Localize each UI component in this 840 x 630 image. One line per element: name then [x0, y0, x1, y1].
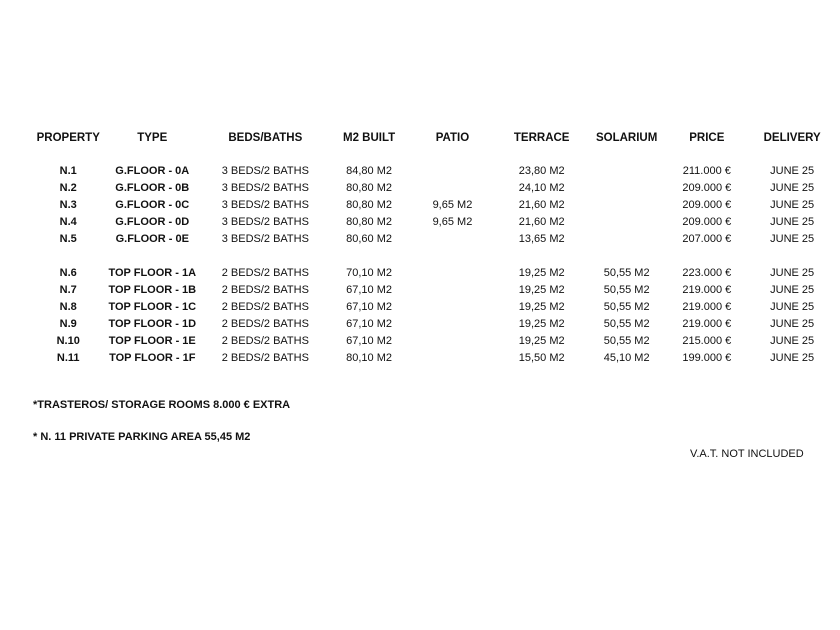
cell-type: TOP FLOOR - 1F	[109, 351, 196, 364]
cell-beds-baths: 2 BEDS/2 BATHS	[221, 266, 309, 279]
cell-patio: 9,65 M2	[432, 198, 473, 211]
cell-delivery: JUNE 25	[770, 266, 815, 279]
cell-terrace: 19,25 M2	[518, 283, 565, 296]
cell-property: N.6	[59, 266, 77, 279]
header-type: TYPE	[137, 132, 168, 144]
cell-type: TOP FLOOR - 1A	[108, 266, 197, 279]
cell-patio	[406, 315, 500, 332]
header-property: PROPERTY	[36, 132, 100, 144]
cell-delivery: JUNE 25	[770, 164, 815, 177]
cell-solarium	[584, 196, 669, 213]
cell-beds-baths: 2 BEDS/2 BATHS	[221, 283, 309, 296]
price-table	[30, 128, 840, 366]
cell-price: 209.000 €	[682, 181, 732, 194]
cell-delivery: JUNE 25	[770, 181, 815, 194]
header-terrace: TERRACE	[513, 132, 570, 144]
cell-type: G.FLOOR - 0E	[115, 232, 189, 245]
group-gap-row	[30, 247, 840, 264]
table-row	[30, 179, 840, 196]
cell-patio	[406, 162, 500, 179]
cell-property: N.11	[56, 351, 80, 364]
cell-patio	[406, 349, 500, 366]
cell-m2-built: 80,80 M2	[346, 198, 393, 211]
cell-price: 209.000 €	[682, 198, 732, 211]
cell-m2-built: 67,10 M2	[346, 334, 393, 347]
header-price: PRICE	[689, 132, 725, 144]
cell-type: G.FLOOR - 0B	[115, 181, 190, 194]
cell-property: N.5	[59, 232, 77, 245]
cell-solarium	[584, 179, 669, 196]
cell-beds-baths: 3 BEDS/2 BATHS	[221, 164, 309, 177]
cell-property: N.3	[59, 198, 77, 211]
table-row	[30, 332, 840, 349]
cell-patio	[406, 264, 500, 281]
table-row	[30, 196, 840, 213]
cell-beds-baths: 2 BEDS/2 BATHS	[221, 351, 309, 364]
cell-m2-built: 80,60 M2	[346, 232, 393, 245]
cell-m2-built: 70,10 M2	[346, 266, 393, 279]
cell-beds-baths: 3 BEDS/2 BATHS	[221, 198, 309, 211]
cell-price: 223.000 €	[682, 266, 732, 279]
cell-m2-built: 80,10 M2	[346, 351, 393, 364]
cell-patio	[406, 230, 500, 247]
cell-terrace: 19,25 M2	[518, 266, 565, 279]
header-m2-built: M2 BUILT	[342, 132, 396, 144]
cell-delivery: JUNE 25	[770, 198, 815, 211]
cell-price: 219.000 €	[682, 283, 732, 296]
cell-beds-baths: 3 BEDS/2 BATHS	[221, 181, 309, 194]
cell-terrace: 21,60 M2	[518, 215, 565, 228]
cell-delivery: JUNE 25	[770, 317, 815, 330]
table-row	[30, 264, 840, 281]
vat-note: V.A.T. NOT INCLUDED	[690, 448, 804, 460]
cell-beds-baths: 2 BEDS/2 BATHS	[221, 334, 309, 347]
table-row	[30, 298, 840, 315]
header-solarium: SOLARIUM	[595, 132, 658, 144]
table-row	[30, 230, 840, 247]
cell-patio	[406, 332, 500, 349]
parking-note: * N. 11 PRIVATE PARKING AREA 55,45 M2	[33, 431, 251, 443]
table-header-row	[30, 128, 840, 148]
cell-type: TOP FLOOR - 1B	[108, 283, 197, 296]
cell-delivery: JUNE 25	[770, 334, 815, 347]
cell-solarium: 45,10 M2	[603, 351, 650, 364]
cell-terrace: 19,25 M2	[518, 317, 565, 330]
cell-terrace: 19,25 M2	[518, 300, 565, 313]
cell-solarium	[584, 230, 669, 247]
cell-solarium: 50,55 M2	[603, 266, 650, 279]
spacer-row	[30, 148, 840, 162]
cell-type: G.FLOOR - 0A	[115, 164, 190, 177]
cell-price: 211.000 €	[682, 164, 731, 177]
cell-delivery: JUNE 25	[770, 232, 815, 245]
cell-delivery: JUNE 25	[770, 215, 815, 228]
cell-price: 209.000 €	[682, 215, 732, 228]
cell-type: TOP FLOOR - 1C	[108, 300, 197, 313]
header-patio: PATIO	[435, 132, 470, 144]
table-row	[30, 162, 840, 179]
cell-patio	[406, 179, 500, 196]
cell-terrace: 21,60 M2	[518, 198, 565, 211]
cell-solarium	[584, 162, 669, 179]
table-row	[30, 213, 840, 230]
cell-solarium: 50,55 M2	[603, 300, 650, 313]
cell-solarium: 50,55 M2	[603, 317, 650, 330]
cell-property: N.10	[56, 334, 80, 347]
cell-type: TOP FLOOR - 1E	[108, 334, 196, 347]
cell-type: TOP FLOOR - 1D	[108, 317, 197, 330]
cell-solarium: 50,55 M2	[603, 334, 650, 347]
cell-property: N.2	[59, 181, 77, 194]
cell-price: 207.000 €	[682, 232, 732, 245]
cell-property: N.8	[59, 300, 77, 313]
cell-price: 199.000 €	[682, 351, 732, 364]
cell-type: G.FLOOR - 0D	[115, 215, 190, 228]
cell-price: 219.000 €	[682, 317, 732, 330]
cell-delivery: JUNE 25	[770, 300, 815, 313]
cell-price: 219.000 €	[682, 300, 732, 313]
cell-terrace: 15,50 M2	[518, 351, 565, 364]
cell-delivery: JUNE 25	[770, 351, 815, 364]
cell-beds-baths: 2 BEDS/2 BATHS	[221, 300, 309, 313]
cell-m2-built: 67,10 M2	[346, 317, 393, 330]
header-delivery: DELIVERY	[763, 132, 821, 144]
cell-patio	[406, 298, 500, 315]
cell-m2-built: 80,80 M2	[346, 181, 393, 194]
storage-note: *TRASTEROS/ STORAGE ROOMS 8.000 € EXTRA	[33, 399, 291, 411]
cell-terrace: 19,25 M2	[518, 334, 565, 347]
table-row	[30, 315, 840, 332]
cell-m2-built: 67,10 M2	[346, 300, 393, 313]
cell-terrace: 24,10 M2	[518, 181, 565, 194]
cell-solarium	[584, 213, 669, 230]
cell-m2-built: 84,80 M2	[346, 164, 393, 177]
cell-property: N.1	[59, 164, 77, 177]
table-body	[30, 148, 840, 366]
cell-patio: 9,65 M2	[432, 215, 473, 228]
cell-m2-built: 67,10 M2	[346, 283, 393, 296]
cell-delivery: JUNE 25	[770, 283, 815, 296]
cell-property: N.7	[59, 283, 77, 296]
cell-beds-baths: 2 BEDS/2 BATHS	[221, 317, 309, 330]
cell-m2-built: 80,80 M2	[346, 215, 393, 228]
cell-beds-baths: 3 BEDS/2 BATHS	[221, 215, 309, 228]
cell-solarium: 50,55 M2	[603, 283, 650, 296]
cell-property: N.4	[59, 215, 77, 228]
table-row	[30, 349, 840, 366]
cell-terrace: 23,80 M2	[518, 164, 565, 177]
cell-type: G.FLOOR - 0C	[115, 198, 190, 211]
cell-patio	[406, 281, 500, 298]
header-beds-baths: BEDS/BATHS	[228, 132, 303, 144]
cell-terrace: 13,65 M2	[518, 232, 565, 245]
cell-price: 215.000 €	[682, 334, 732, 347]
cell-property: N.9	[59, 317, 77, 330]
table-row	[30, 281, 840, 298]
cell-beds-baths: 3 BEDS/2 BATHS	[221, 232, 309, 245]
